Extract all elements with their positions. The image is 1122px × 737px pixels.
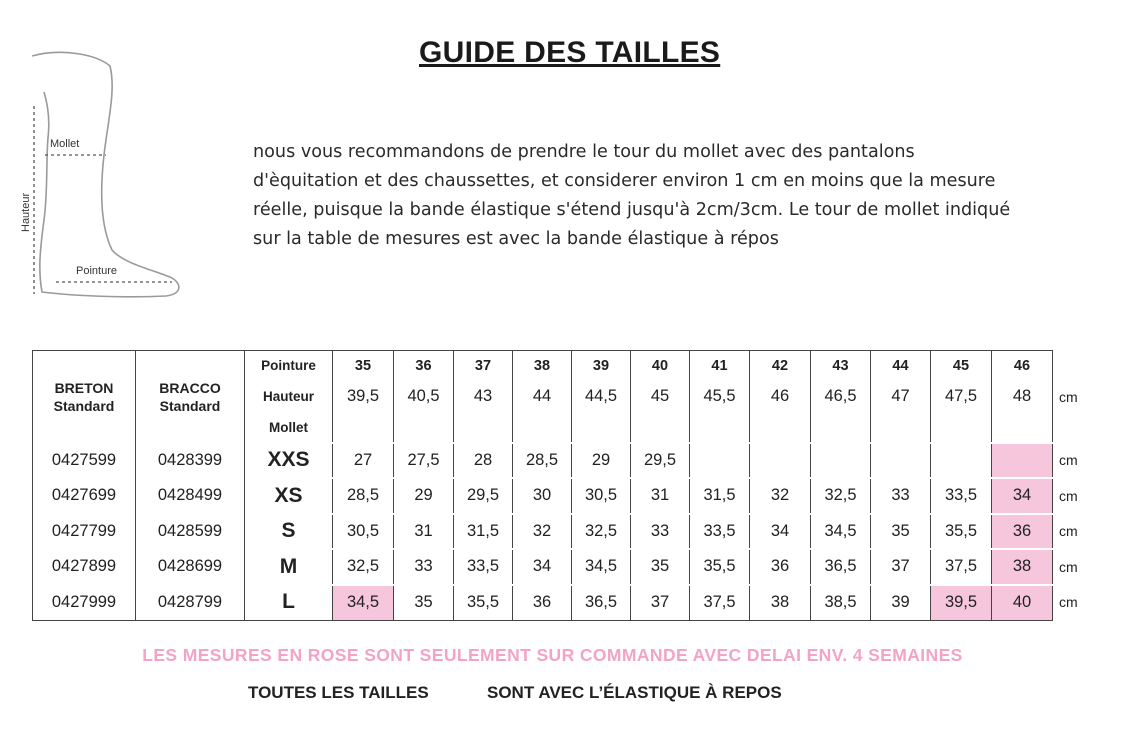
mollet-value: 39 xyxy=(871,585,931,621)
unit-label: cm xyxy=(1059,388,1078,405)
mollet-value: 34 xyxy=(750,514,811,550)
mollet-value: 33 xyxy=(631,514,690,550)
breton-standard: Standard xyxy=(53,397,115,414)
hauteur-header: Hauteur xyxy=(245,381,333,413)
mollet-value xyxy=(811,443,871,479)
hauteur-label: Hauteur xyxy=(20,192,32,232)
intro-line: réelle, puisque la bande élastique s'étend jusqu'à 2cm/3cm. Le tour de mollet indiqué xyxy=(253,200,1011,220)
leg-outline xyxy=(32,52,179,296)
unit-label: cm xyxy=(1059,558,1078,575)
breton-header xyxy=(33,351,136,443)
empty-cell xyxy=(454,413,513,443)
pointure-value: 42 xyxy=(750,351,811,381)
mollet-value: 36 xyxy=(513,585,572,621)
hauteur-value: 46 xyxy=(750,381,811,413)
mollet-value: 29 xyxy=(572,443,631,479)
mollet-value: 36,5 xyxy=(572,585,631,621)
breton-code: 0427999 xyxy=(33,585,136,621)
empty-cell xyxy=(690,413,750,443)
mollet-value xyxy=(750,443,811,479)
mollet-value: 29,5 xyxy=(631,443,690,479)
breton-code: 0427799 xyxy=(33,514,136,550)
hauteur-value: 47,5 xyxy=(931,381,992,413)
size-letter: L xyxy=(245,585,333,621)
bracco-code: 0428499 xyxy=(136,478,245,514)
mollet-value: 29 xyxy=(394,478,454,514)
mollet-value: 31 xyxy=(394,514,454,550)
bracco-code: 0428399 xyxy=(136,443,245,479)
mollet-value: 34 xyxy=(513,549,572,585)
mollet-value-special-order: 39,5 xyxy=(931,585,992,621)
hauteur-value: 45,5 xyxy=(690,381,750,413)
empty-cell xyxy=(572,413,631,443)
mollet-value: 32,5 xyxy=(572,514,631,550)
mollet-value: 28,5 xyxy=(333,478,394,514)
mollet-value xyxy=(931,443,992,479)
mollet-value: 35,5 xyxy=(690,549,750,585)
size-letter: S xyxy=(245,514,333,550)
mollet-value: 37 xyxy=(871,549,931,585)
mollet-value: 35,5 xyxy=(454,585,513,621)
page-title: GUIDE DES TAILLES xyxy=(419,36,721,69)
mollet-value: 32,5 xyxy=(811,478,871,514)
mollet-value-special-order xyxy=(992,443,1053,479)
empty-cell xyxy=(750,413,811,443)
mollet-value-special-order: 38 xyxy=(992,549,1053,585)
mollet-value: 28,5 xyxy=(513,443,572,479)
mollet-value: 33,5 xyxy=(690,514,750,550)
mollet-value: 35 xyxy=(631,549,690,585)
mollet-value: 30 xyxy=(513,478,572,514)
mollet-value: 37 xyxy=(631,585,690,621)
mollet-value: 37,5 xyxy=(931,549,992,585)
breton-brand: BRETON xyxy=(54,379,114,396)
mollet-value: 31,5 xyxy=(454,514,513,550)
mollet-value: 33 xyxy=(394,549,454,585)
size-letter: XS xyxy=(245,478,333,514)
empty-cell xyxy=(333,413,394,443)
mollet-value: 32 xyxy=(750,478,811,514)
footer-left-text: TOUTES LES TAILLES xyxy=(248,683,429,702)
mollet-value: 33,5 xyxy=(931,478,992,514)
bracco-code: 0428799 xyxy=(136,585,245,621)
hauteur-value: 45 xyxy=(631,381,690,413)
bracco-standard: Standard xyxy=(159,397,221,414)
mollet-value: 33 xyxy=(871,478,931,514)
mollet-value: 32,5 xyxy=(333,549,394,585)
hauteur-value: 39,5 xyxy=(333,381,394,413)
mollet-value: 32 xyxy=(513,514,572,550)
mollet-value: 35 xyxy=(871,514,931,550)
hauteur-value: 44 xyxy=(513,381,572,413)
empty-cell xyxy=(992,413,1053,443)
table-row xyxy=(33,585,1099,621)
hauteur-value: 40,5 xyxy=(394,381,454,413)
bracco-brand: BRACCO xyxy=(159,379,221,396)
intro-paragraph xyxy=(253,138,1103,254)
unit-label: cm xyxy=(1059,594,1078,611)
mollet-value: 38 xyxy=(750,585,811,621)
mollet-value: 30,5 xyxy=(572,478,631,514)
pointure-value: 41 xyxy=(690,351,750,381)
bracco-code: 0428599 xyxy=(136,514,245,550)
boot-leg-diagram xyxy=(14,50,190,300)
mollet-value: 29,5 xyxy=(454,478,513,514)
mollet-value: 31,5 xyxy=(690,478,750,514)
table-row xyxy=(33,549,1099,585)
footer-right-text: SONT AVEC L’ÉLASTIQUE À REPOS xyxy=(487,683,782,702)
unit-label: cm xyxy=(1059,523,1078,540)
mollet-value-special-order: 34,5 xyxy=(333,585,394,621)
table-row xyxy=(33,514,1099,550)
breton-code: 0427899 xyxy=(33,549,136,585)
mollet-value: 37,5 xyxy=(690,585,750,621)
unit-empty xyxy=(1053,351,1099,381)
empty-cell xyxy=(513,413,572,443)
unit-label: cm xyxy=(1059,452,1078,469)
pointure-value: 38 xyxy=(513,351,572,381)
hauteur-value: 48 xyxy=(992,381,1053,413)
pink-notice: LES MESURES EN ROSE SONT SEULEMENT SUR COMMANDE AVEC DELAI ENV. 4 SEMAINES xyxy=(142,645,963,665)
pointure-value: 36 xyxy=(394,351,454,381)
mollet-value: 34,5 xyxy=(811,514,871,550)
pointure-label: Pointure xyxy=(76,265,117,277)
unit-empty xyxy=(1053,413,1099,443)
mollet-value: 31 xyxy=(631,478,690,514)
empty-cell xyxy=(394,413,454,443)
pointure-value: 39 xyxy=(572,351,631,381)
mollet-header: Mollet xyxy=(245,413,333,443)
mollet-value: 33,5 xyxy=(454,549,513,585)
breton-code: 0427599 xyxy=(33,443,136,479)
empty-cell xyxy=(811,413,871,443)
mollet-value: 36,5 xyxy=(811,549,871,585)
mollet-label: Mollet xyxy=(50,138,80,150)
hauteur-value: 47 xyxy=(871,381,931,413)
pointure-value: 44 xyxy=(871,351,931,381)
pointure-header: Pointure xyxy=(245,351,333,381)
mollet-value: 38,5 xyxy=(811,585,871,621)
empty-cell xyxy=(871,413,931,443)
pointure-value: 46 xyxy=(992,351,1053,381)
hauteur-value: 46,5 xyxy=(811,381,871,413)
hauteur-value: 44,5 xyxy=(572,381,631,413)
mollet-value: 28 xyxy=(454,443,513,479)
mollet-value: 27 xyxy=(333,443,394,479)
unit-label: cm xyxy=(1059,487,1078,504)
pointure-value: 45 xyxy=(931,351,992,381)
mollet-value: 34,5 xyxy=(572,549,631,585)
pointure-value: 37 xyxy=(454,351,513,381)
size-table xyxy=(32,350,1099,621)
mollet-value: 35,5 xyxy=(931,514,992,550)
empty-cell xyxy=(931,413,992,443)
mollet-value xyxy=(690,443,750,479)
pointure-value: 40 xyxy=(631,351,690,381)
breton-code: 0427699 xyxy=(33,478,136,514)
mollet-value-special-order: 34 xyxy=(992,478,1053,514)
mollet-value xyxy=(871,443,931,479)
hauteur-value: 43 xyxy=(454,381,513,413)
mollet-value: 30,5 xyxy=(333,514,394,550)
mollet-value: 36 xyxy=(750,549,811,585)
table-row xyxy=(33,443,1099,479)
size-letter: XXS xyxy=(245,443,333,479)
intro-line: d'èquitation et des chaussettes, et considerer environ 1 cm en moins que la mesure xyxy=(253,171,996,191)
bracco-code: 0428699 xyxy=(136,549,245,585)
pointure-value: 43 xyxy=(811,351,871,381)
pointure-value: 35 xyxy=(333,351,394,381)
bracco-header xyxy=(136,351,245,443)
size-letter: M xyxy=(245,549,333,585)
mollet-value: 27,5 xyxy=(394,443,454,479)
intro-line: sur la table de mesures est avec la bande élastique à répos xyxy=(253,229,779,249)
mollet-value: 35 xyxy=(394,585,454,621)
table-row xyxy=(33,478,1099,514)
mollet-value-special-order: 40 xyxy=(992,585,1053,621)
empty-cell xyxy=(631,413,690,443)
mollet-value-special-order: 36 xyxy=(992,514,1053,550)
intro-line: nous vous recommandons de prendre le tour du mollet avec des pantalons xyxy=(253,142,915,162)
